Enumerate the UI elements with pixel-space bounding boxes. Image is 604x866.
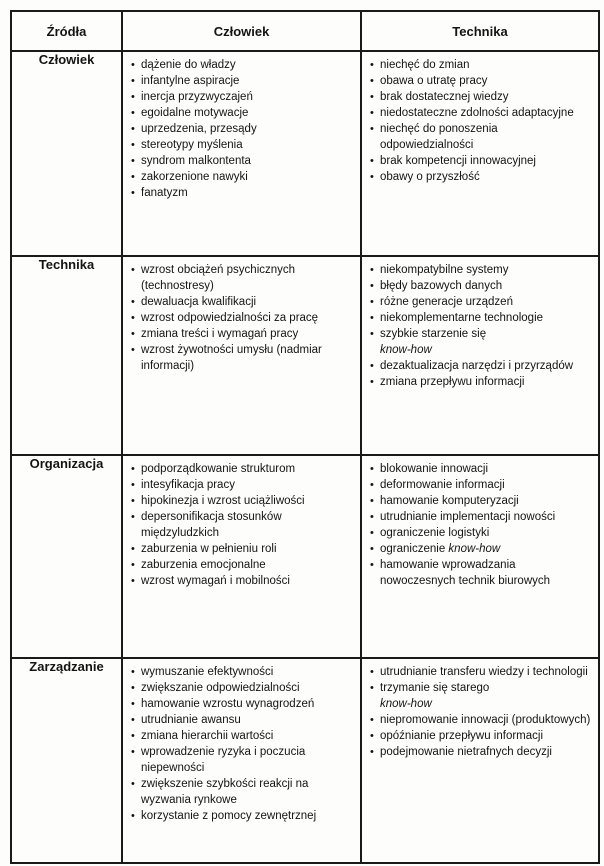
row-label: Organizacja — [11, 455, 122, 658]
list-item: • zaburzenia emocjonalne — [131, 557, 354, 573]
cell-human — [122, 455, 361, 658]
list-item: • zmiana przepływu informacji — [370, 374, 592, 390]
cell-human — [122, 256, 361, 455]
list-item: • deformowanie informacji — [370, 477, 592, 493]
item-list — [362, 659, 598, 764]
list-item: • stereotypy myślenia — [131, 137, 354, 153]
list-item: • niechęć do zmian — [370, 57, 592, 73]
list-item: • wprowadzenie ryzyka i poczucia niepewności — [131, 744, 354, 776]
list-item: • obawy o przyszłość — [370, 169, 592, 185]
list-item: • wzrost obciążeń psychicznych (technostresy) — [131, 262, 354, 294]
list-item: • zwiększenie szybkości reakcji na wyzwania rynkowe — [131, 776, 354, 808]
list-item: • podporządkowanie strukturom — [131, 461, 354, 477]
table-row-technika — [11, 256, 599, 455]
item-text-italic: know-how — [380, 698, 432, 710]
list-item: • hamowanie wzrostu wynagrodzeń — [131, 696, 354, 712]
list-item: • zwiększanie odpowiedzialności — [131, 680, 354, 696]
item-list — [123, 659, 360, 828]
cell-technology — [361, 256, 599, 455]
list-item: • fanatyzm — [131, 185, 354, 201]
list-item — [370, 326, 592, 358]
list-item: • zakorzenione nawyki — [131, 169, 354, 185]
item-list — [362, 52, 598, 189]
list-item: • brak dostatecznej wiedzy — [370, 89, 592, 105]
header-human: Człowiek — [122, 11, 361, 51]
cell-technology — [361, 658, 599, 863]
list-item: • korzystanie z pomocy zewnętrznej — [131, 808, 354, 824]
list-item: • dążenie do władzy — [131, 57, 354, 73]
list-item: • brak kompetencji innowacyjnej — [370, 153, 592, 169]
list-item: • dezaktualizacja narzędzi i przyrządów — [370, 358, 592, 374]
sources-matrix-table — [10, 10, 600, 864]
list-item: • infantylne aspiracje — [131, 73, 354, 89]
cell-technology — [361, 455, 599, 658]
list-item: • zaburzenia w pełnieniu roli — [131, 541, 354, 557]
table-row-czlowiek — [11, 51, 599, 256]
list-item: • różne generacje urządzeń — [370, 294, 592, 310]
list-item: • wzrost odpowiedzialności za pracę — [131, 310, 354, 326]
list-item: • hamowanie komputeryzacji — [370, 493, 592, 509]
cell-human — [122, 51, 361, 256]
list-item: • utrudnianie awansu — [131, 712, 354, 728]
list-item: • dewaluacja kwalifikacji — [131, 294, 354, 310]
item-text: trzymanie się starego — [380, 682, 490, 694]
list-item: • zmiana treści i wymagań pracy — [131, 326, 354, 342]
item-list — [123, 456, 360, 593]
list-item: • niekompatybilne systemy — [370, 262, 592, 278]
header-sources: Źródła — [11, 11, 122, 51]
list-item: • depersonifikacja stosunków międzyludzkich — [131, 509, 354, 541]
header-row — [11, 11, 599, 51]
item-list — [362, 257, 598, 394]
item-list — [123, 52, 360, 205]
item-text: ograniczenie — [380, 543, 446, 555]
list-item: • wzrost żywotności umysłu (nadmiar informacji) — [131, 342, 354, 374]
list-item: • utrudnianie implementacji nowości — [370, 509, 592, 525]
list-item: • ograniczenie logistyki — [370, 525, 592, 541]
item-text-italic: know-how — [380, 344, 432, 356]
list-item: • utrudnianie transferu wiedzy i technologii — [370, 664, 592, 680]
list-item — [370, 541, 592, 557]
list-item: • błędy bazowych danych — [370, 278, 592, 294]
row-label: Zarządzanie — [11, 658, 122, 863]
list-item: • inercja przyzwyczajeń — [131, 89, 354, 105]
list-item: • hipokinezja i wzrost uciążliwości — [131, 493, 354, 509]
list-item: • syndrom malkontenta — [131, 153, 354, 169]
list-item: • blokowanie innowacji — [370, 461, 592, 477]
list-item: • egoidalne motywacje — [131, 105, 354, 121]
item-list — [123, 257, 360, 378]
list-item: • wymuszanie efektywności — [131, 664, 354, 680]
cell-technology — [361, 51, 599, 256]
list-item: • zmiana hierarchii wartości — [131, 728, 354, 744]
cell-human — [122, 658, 361, 863]
list-item: • niedostateczne zdolności adaptacyjne — [370, 105, 592, 121]
list-item — [370, 680, 592, 712]
header-technology: Technika — [361, 11, 599, 51]
item-text-italic: know-how — [448, 543, 501, 555]
list-item: • podejmowanie nietrafnych decyzji — [370, 744, 592, 760]
list-item: • wzrost wymagań i mobilności — [131, 573, 354, 589]
list-item: • niekomplementarne technologie — [370, 310, 592, 326]
list-item: • obawa o utratę pracy — [370, 73, 592, 89]
list-item: • hamowanie wprowadzania nowoczesnych technik biurowych — [370, 557, 592, 589]
list-item: • uprzedzenia, przesądy — [131, 121, 354, 137]
table-row-organizacja — [11, 455, 599, 658]
row-label: Człowiek — [11, 51, 122, 256]
list-item: • intesyfikacja pracy — [131, 477, 354, 493]
item-list — [362, 456, 598, 593]
list-item: • niechęć do ponoszenia odpowiedzialności — [370, 121, 592, 153]
list-item: • niepromowanie innowacji (produktowych) — [370, 712, 592, 728]
item-text: szybkie starzenie się — [380, 328, 487, 340]
list-item: • opóźnianie przepływu informacji — [370, 728, 592, 744]
table-row-zarzadzanie — [11, 658, 599, 863]
row-label: Technika — [11, 256, 122, 455]
